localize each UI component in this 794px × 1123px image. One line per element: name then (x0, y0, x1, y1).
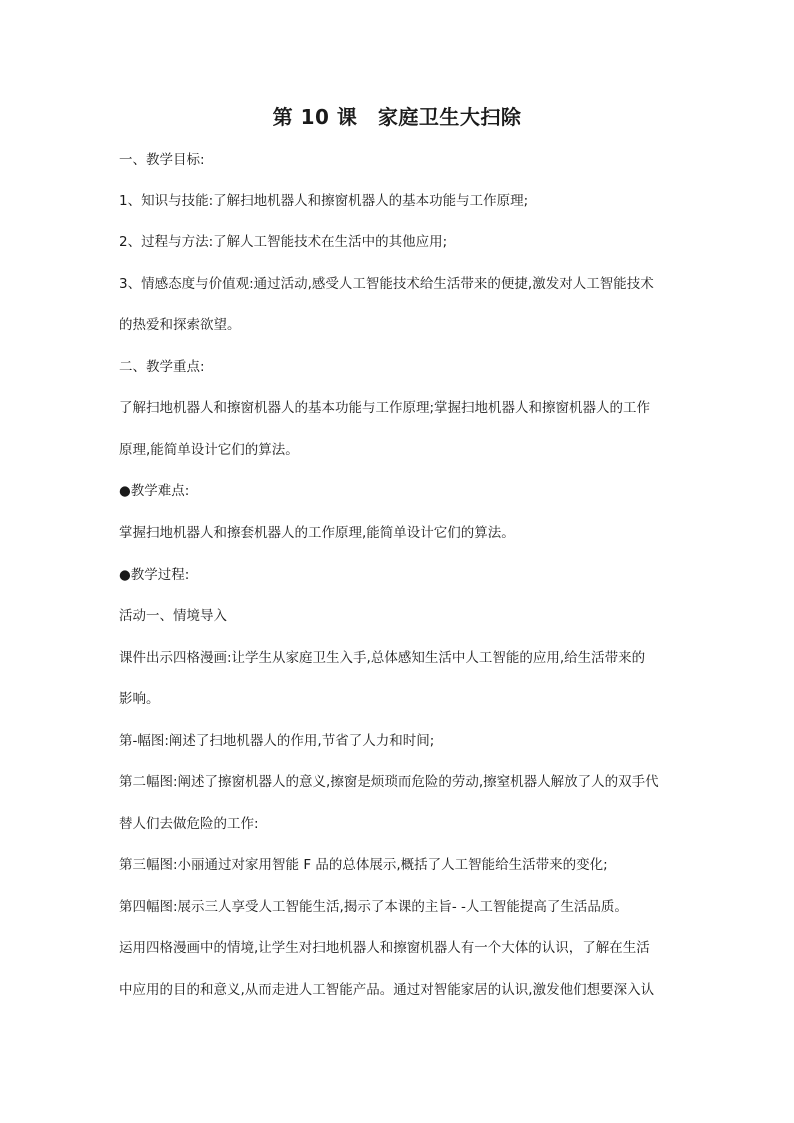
paragraph-line: 第-幅图:阐述了扫地机器人的作用,节省了人力和时间; (119, 733, 435, 749)
paragraph-line: 中应用的目的和意义,从而走进人工智能产品。通过对智能家居的认识,激发他们想要深入认 (119, 982, 655, 998)
paragraph-line: 的热爱和探索欲望。 (119, 317, 241, 333)
paragraph-line: 原理,能简单设计它们的算法。 (119, 442, 299, 458)
paragraph-line: 课件出示四格漫画:让学生从家庭卫生入手,总体感知生活中人工智能的应用,给生活带来的 (119, 650, 646, 666)
paragraph-line: 了解扫地机器人和擦窗机器人的基本功能与工作原理;掌握扫地机器人和擦窗机器人的工作 (119, 400, 651, 416)
section-heading-difficulties: ●教学难点: (119, 483, 190, 499)
page-title: 第 10 课 家庭卫生大扫除 (272, 105, 522, 129)
paragraph-line: 替人们去做危险的工作: (119, 816, 259, 832)
paragraph-line: 运用四格漫画中的情境,让学生对扫地机器人和擦窗机器人有一个大体的认识，了解在生活 (119, 940, 650, 956)
section-heading-key-points: 二、教学重点: (119, 359, 205, 375)
paragraph-line: 影响。 (119, 691, 160, 707)
paragraph-line: 第四幅图:展示三人享受人工智能生活,揭示了本课的主旨- -人工智能提高了生活品质。 (119, 899, 628, 915)
paragraph-line: 2、过程与方法:了解人工智能技术在生活中的其他应用; (119, 234, 448, 250)
paragraph-line: 3、情感态度与价值观:通过活动,感受人工智能技术给生活带来的便捷,激发对人工智能技术 (119, 276, 654, 292)
activity-heading: 活动一、情境导入 (119, 608, 227, 624)
paragraph-line: 第三幅图:小丽通过对家用智能 F 品的总体展示,概括了人工智能给生活带来的变化; (119, 857, 608, 873)
paragraph-line: 掌握扫地机器人和擦套机器人的工作原理,能简单设计它们的算法。 (119, 525, 515, 541)
section-heading-objectives: 一、教学目标: (119, 152, 205, 168)
paragraph-line: 第二幅图:阐述了擦窗机器人的意义,擦窗是烦琐而危险的劳动,擦窒机器人解放了人的双手代 (119, 774, 659, 790)
section-heading-process: ●教学过程: (119, 567, 190, 583)
paragraph-line: 1、知识与技能:了解扫地机器人和擦窗机器人的基本功能与工作原理; (119, 193, 529, 209)
